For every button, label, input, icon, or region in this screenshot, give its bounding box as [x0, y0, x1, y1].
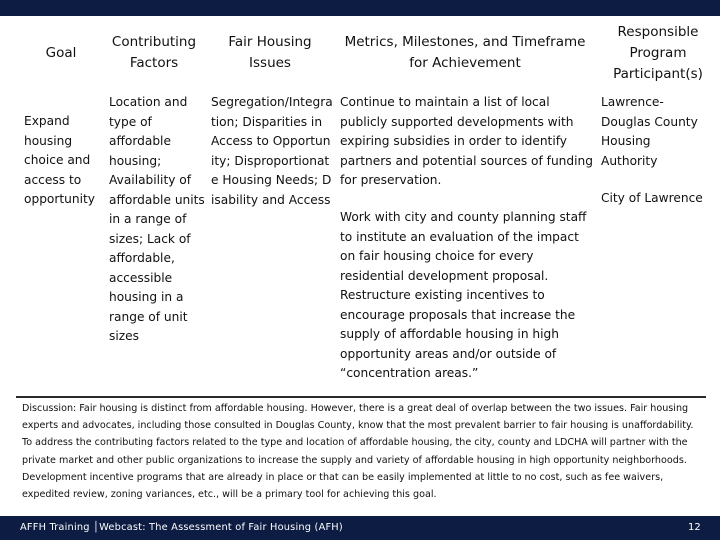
table-divider [16, 396, 706, 398]
discussion-text: Discussion: Fair housing is distinct from affordable housing. However, there is a great deal of overlap between the two issues. Fair housing experts and advocates, including those consulted in Douglas County, know that the most prevalent barrier to fair housing is unaffordability. To address the contributing factors related to the type and location of affordable housing, the city, county and LDCHA will partner with the private market and other public organizations to increase the supply and variety of affordable housing in high opportunity neighborhoods. Development incentive programs that are already in place or that can be easily implemented at little to no cost, such as fee waivers, expedited review, zoning variances, etc., will be a primary tool for achieving this goal. [22, 403, 694, 501]
header-contributing-factors: Contributing Factors [111, 34, 197, 71]
cell-fair-housing-issues: Segregation/Integration; Disparities in Access to Opportunity; Disproportionate Housing Needs; Disability and Access [211, 95, 333, 207]
header-goal: Goal [45, 44, 77, 61]
footer-title: AFFH Training │Webcast: The Assessment of Fair Housing (AFH) [20, 522, 343, 533]
header-responsible-participants: Responsible Program Participant(s) [613, 23, 703, 82]
top-bar [0, 0, 720, 16]
cell-goal: Expand housing choice and access to opportunity [24, 114, 96, 206]
cell-participant-1: Lawrence-Douglas County Housing Authority [601, 95, 698, 168]
cell-metrics-2: Work with city and county planning staff to institute an evaluation of the impact on fair housing choice for every residential development proposal. Restructure existing incentives to encourage proposals that increase the supply of affordable housing in high opportunity areas and/or outside of “concentration areas.” [340, 210, 587, 380]
header-fair-housing-issues: Fair Housing Issues [228, 34, 312, 71]
cell-participant-2: City of Lawrence [601, 191, 703, 205]
header-metrics: Metrics, Milestones, and Timeframe for Achievement [344, 34, 586, 71]
page-number: 12 [688, 522, 701, 533]
cell-contributing-factors: Location and type of affordable housing; Availability of affordable units in a range of sizes; Lack of affordable, accessible housing in a range of unit sizes [109, 95, 205, 343]
cell-metrics-1: Continue to maintain a list of local publicly supported developments with expiring subsidies in order to identify partners and potential sources of funding for preservation. [340, 95, 593, 187]
